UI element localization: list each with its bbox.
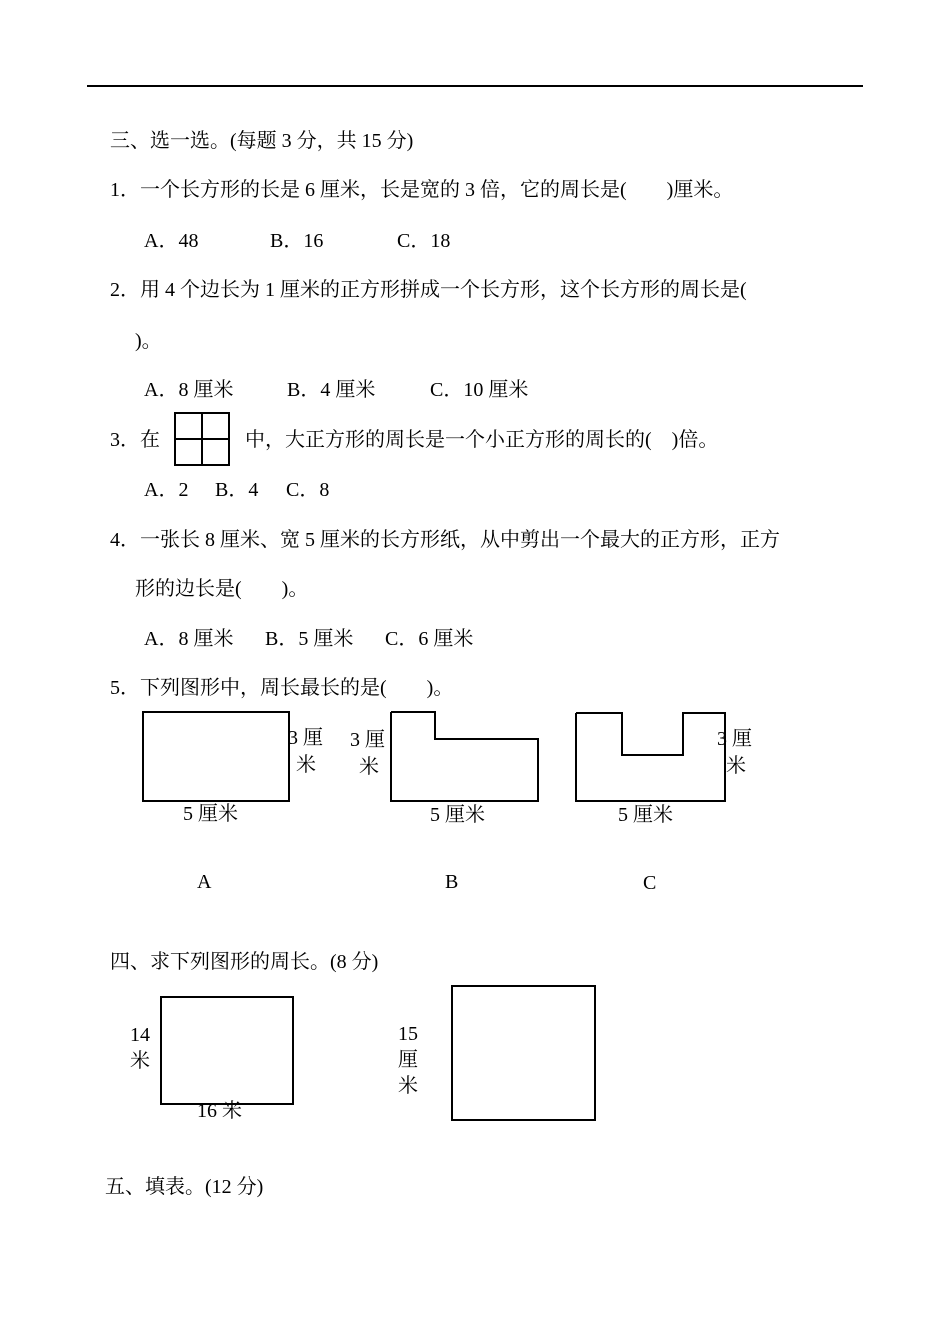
q5-figure-b-height-label-1: 3 厘 [350, 729, 385, 751]
q3-prefix: 3．在 [110, 429, 160, 451]
section4-rectangle [160, 996, 294, 1105]
q3-option-c: C．8 [286, 479, 330, 501]
section4-title: 四、求下列图形的周长。(8 分) [110, 951, 379, 973]
section4-rect-width-label: 16 米 [197, 1100, 242, 1122]
q4-text-line1: 4．一张长 8 厘米、宽 5 厘米的长方形纸，从中剪出一个最大的正方形，正方 [110, 529, 780, 551]
section4-square-label-1: 15 [398, 1023, 418, 1045]
q5-figure-c-label: C [643, 872, 657, 894]
q5-figure-b [390, 711, 540, 803]
section4-rect-height-label-2: 米 [130, 1050, 150, 1072]
q5-figure-a-rect [142, 711, 290, 802]
q3-option-a: A．2 [144, 479, 189, 501]
q5-figure-c-outline [576, 713, 725, 801]
section4-rect-height-label-1: 14 [130, 1024, 150, 1046]
q2-text-line1: 2．用 4 个边长为 1 厘米的正方形拼成一个长方形，这个长方形的周长是( [110, 279, 747, 301]
q3-option-b: B．4 [215, 479, 259, 501]
q5-figure-c [575, 712, 727, 803]
q5-figure-a-height-label-2: 米 [296, 754, 316, 776]
section4-square-label-2: 厘 [398, 1049, 418, 1071]
q5-text: 5．下列图形中，周长最长的是( )。 [110, 677, 454, 699]
q4-text-line2: 形的边长是( )。 [135, 578, 309, 600]
q5-figure-b-width-label: 5 厘米 [430, 804, 485, 826]
q5-figure-b-outline [391, 712, 538, 801]
q5-figure-b-label: B [445, 871, 459, 893]
q5-figure-a-width-label: 5 厘米 [183, 803, 238, 825]
q5-figure-c-height-label-1: 3 厘 [717, 728, 752, 750]
q5-figure-a-label: A [197, 871, 212, 893]
section4-square-label-3: 米 [398, 1075, 418, 1097]
q2-option-c: C．10 厘米 [430, 379, 529, 401]
q5-figure-c-height-label-2: 米 [726, 755, 746, 777]
q1-option-c: C．18 [397, 230, 451, 252]
section3-title: 三、选一选。(每题 3 分，共 15 分) [110, 130, 414, 152]
q4-option-c: C．6 厘米 [385, 628, 474, 650]
q2-option-a: A．8 厘米 [144, 379, 234, 401]
q5-figure-b-height-label-2: 米 [359, 756, 379, 778]
q5-figure-c-width-label: 5 厘米 [618, 804, 673, 826]
q1-text: 1．一个长方形的长是 6 厘米，长是宽的 3 倍，它的周长是( )厘米。 [110, 179, 734, 201]
q3-suffix: 中，大正方形的周长是一个小正方形的周长的( )倍。 [245, 429, 719, 451]
q5-figure-a-height-label-1: 3 厘 [288, 727, 323, 749]
q1-option-a: A．48 [144, 230, 199, 252]
section5-title: 五、填表。(12 分) [105, 1176, 264, 1198]
section4-square [451, 985, 596, 1121]
header-rule [87, 85, 863, 87]
q4-option-a: A．8 厘米 [144, 628, 234, 650]
q2-text-line2: )。 [135, 330, 162, 352]
q2-option-b: B．4 厘米 [287, 379, 376, 401]
q1-option-b: B．16 [270, 230, 324, 252]
q4-option-b: B．5 厘米 [265, 628, 354, 650]
q3-grid-figure [174, 412, 230, 466]
